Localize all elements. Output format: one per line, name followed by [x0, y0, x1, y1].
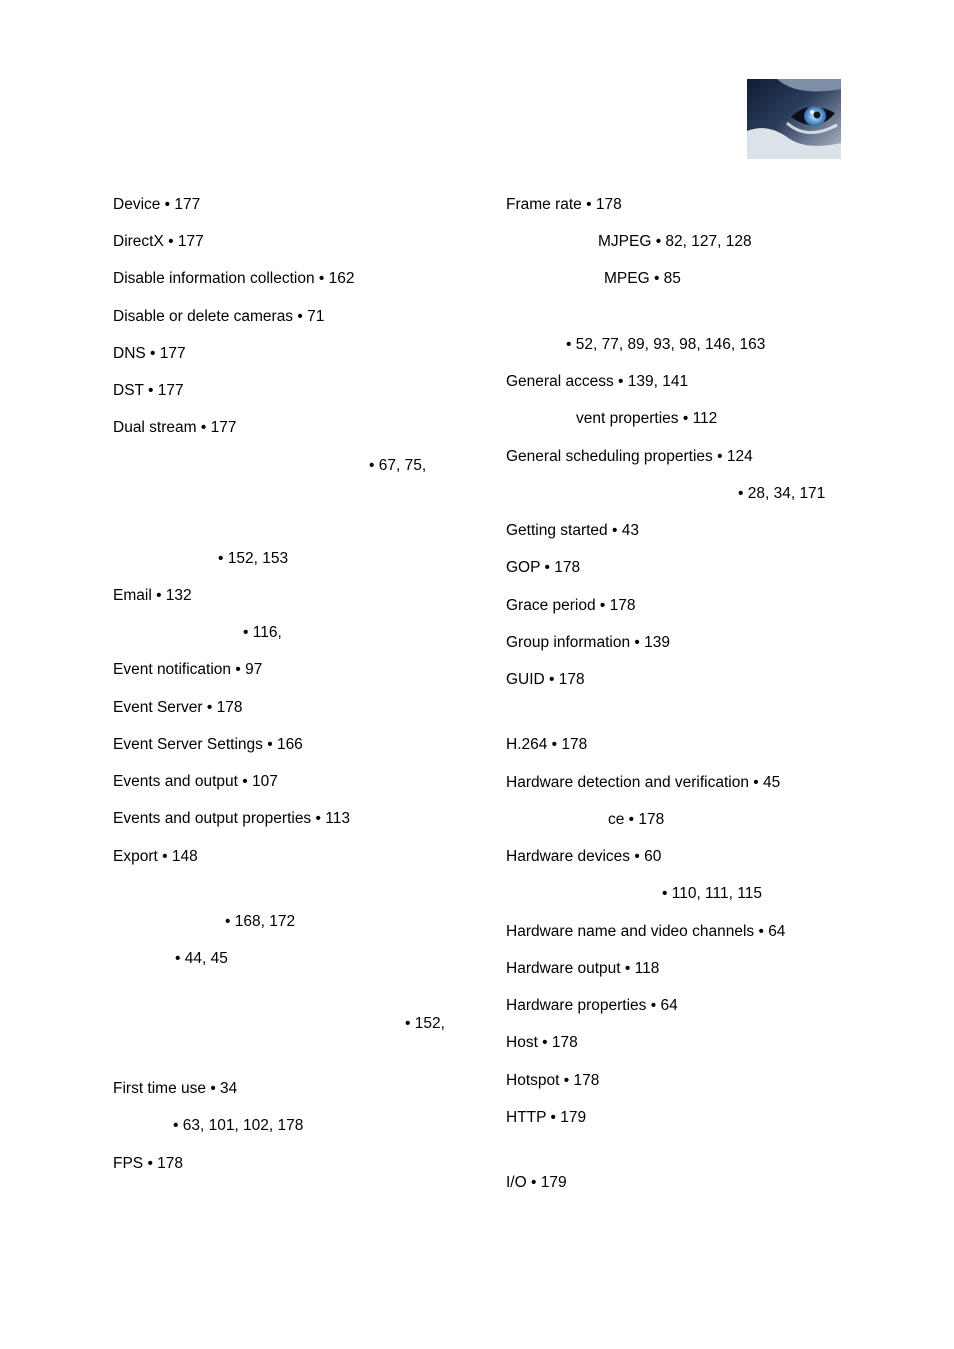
index-entry: Event notification • 97 [113, 661, 263, 678]
index-entry: Hotspot • 178 [506, 1072, 600, 1089]
index-entry: DST • 177 [113, 382, 184, 399]
index-entry: Events and output properties • 113 [113, 810, 350, 827]
index-entry: • 152, [405, 1015, 445, 1032]
index-entry: Events and output • 107 [113, 773, 278, 790]
index-entry: Hardware output • 118 [506, 960, 660, 977]
index-entry: GOP • 178 [506, 559, 581, 576]
index-entry: • 52, 77, 89, 93, 98, 146, 163 [566, 336, 766, 353]
index-entry: Hardware name and video channels • 64 [506, 923, 786, 940]
index-entry: Dual stream • 177 [113, 419, 237, 436]
index-entry: Email • 132 [113, 587, 192, 604]
index-entry: DirectX • 177 [113, 233, 204, 250]
index-entry: General scheduling properties • 124 [506, 448, 753, 465]
index-entry: Host • 178 [506, 1034, 578, 1051]
index-entry: • 28, 34, 171 [738, 485, 826, 502]
wolf-eye-logo [747, 79, 841, 159]
index-entry: Disable or delete cameras • 71 [113, 308, 325, 325]
index-entry: HTTP • 179 [506, 1109, 587, 1126]
index-entry: • 168, 172 [225, 913, 296, 930]
index-entry: First time use • 34 [113, 1080, 238, 1097]
index-entry: Device • 177 [113, 196, 201, 213]
index-entry: vent properties • 112 [576, 410, 718, 427]
index-entry: Grace period • 178 [506, 597, 636, 614]
index-entry: Frame rate • 178 [506, 196, 622, 213]
index-entry: ce • 178 [608, 811, 665, 828]
index-entry: Hardware devices • 60 [506, 848, 662, 865]
index-entry: Export • 148 [113, 848, 198, 865]
index-entry: Disable information collection • 162 [113, 270, 355, 287]
index-entry: Hardware detection and verification • 45 [506, 774, 781, 791]
index-entry: • 44, 45 [175, 950, 228, 967]
index-entry: FPS • 178 [113, 1155, 184, 1172]
index-entry: • 63, 101, 102, 178 [173, 1117, 304, 1134]
index-entry: Event Server • 178 [113, 699, 243, 716]
index-entry: Event Server Settings • 166 [113, 736, 303, 753]
index-entry: Hardware properties • 64 [506, 997, 678, 1014]
index-entry: General access • 139, 141 [506, 373, 689, 390]
index-entry: GUID • 178 [506, 671, 585, 688]
index-entry: I/O • 179 [506, 1174, 567, 1191]
index-entry: MJPEG • 82, 127, 128 [598, 233, 752, 250]
index-entry: • 152, 153 [218, 550, 289, 567]
index-entry: Getting started • 43 [506, 522, 639, 539]
index-entry: • 116, [243, 624, 282, 641]
index-entry: • 67, 75, [369, 457, 427, 474]
index-entry: DNS • 177 [113, 345, 186, 362]
index-entry: • 110, 111, 115 [662, 885, 762, 902]
index-entry: Group information • 139 [506, 634, 670, 651]
index-entry: MPEG • 85 [604, 270, 681, 287]
index-entry: H.264 • 178 [506, 736, 588, 753]
